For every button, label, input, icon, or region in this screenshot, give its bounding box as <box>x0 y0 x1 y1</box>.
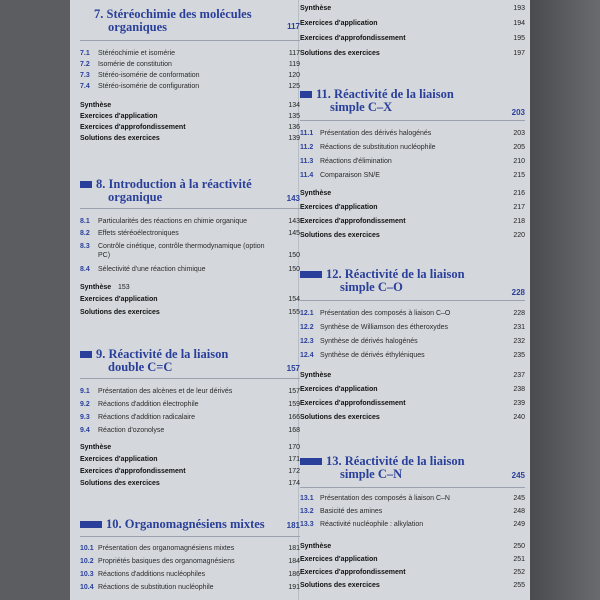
chapter-10-title: 10. Organomagnésiens mixtes <box>106 517 265 531</box>
extra-row: Exercices d'application 154 <box>80 296 300 303</box>
chapter-marker <box>300 458 322 465</box>
chapter-7-rule <box>80 40 300 41</box>
extra-row: Exercices d'application 135 <box>80 113 300 120</box>
extra-row: Exercices d'approfondissement 195 <box>300 35 525 42</box>
chapter-7-title-line-1: 7. Stéréochimie des molécules <box>94 7 252 21</box>
section-row: 12.1 Présentation des composés à liaison C–O 228 <box>300 310 525 317</box>
section-row: 12.4 Synthèse de dérivés éthyléniques 235 <box>300 352 525 359</box>
section-row: 12.2 Synthèse de Williamson des étheroxydes 231 <box>300 324 525 331</box>
extra-row: Solutions des exercices 220 <box>300 232 525 239</box>
chapter-8-page: 143 <box>286 194 300 203</box>
extra-row: Solutions des exercices 240 <box>300 414 525 421</box>
section-row: 8.4 Sélectivité d'une réaction chimique 150 <box>80 266 300 273</box>
section-row: 11.3 Réactions d'élimination 210 <box>300 158 525 165</box>
extra-row: Exercices d'approfondissement 239 <box>300 400 525 407</box>
chapter-12-rule <box>300 300 525 301</box>
chapter-10-rule <box>80 536 300 537</box>
extra-row: Exercices d'approfondissement 172 <box>80 468 300 475</box>
extra-row: Synthèse 134 <box>80 102 300 109</box>
extra-row: Exercices d'application 238 <box>300 386 525 393</box>
section-row: 10.3 Réactions d'additions nucléophiles 186 <box>80 571 300 578</box>
section-row: 9.4 Réaction d'ozonolyse 168 <box>80 427 300 434</box>
extra-row: Exercices d'approfondissement 136 <box>80 124 300 131</box>
chapter-8-rule <box>80 208 300 209</box>
section-row: 7.2 Isomérie de constitution 119 <box>80 61 300 68</box>
chapter-9-rule <box>80 378 300 379</box>
extra-row: Synthèse 153 <box>80 284 130 291</box>
section-row: 7.3 Stéréo-isomérie de conformation 120 <box>80 72 300 79</box>
section-row: 8.1 Particularités des réactions en chimie organique 143 <box>80 218 300 225</box>
section-row: 11.4 Comparaison SN/E 215 <box>300 172 525 179</box>
chapter-12-page: 228 <box>511 288 525 297</box>
extra-row: Exercices d'approfondissement 218 <box>300 218 525 225</box>
chapter-13-title-line-1: 13. Réactivité de la liaison <box>326 454 465 468</box>
extra-row: Exercices d'application 171 <box>80 456 300 463</box>
chapter-9-title-line-1: 9. Réactivité de la liaison <box>96 347 229 361</box>
chapter-13-title-line-2: simple C–N <box>340 467 403 481</box>
extra-row: Synthèse 193 <box>300 5 525 12</box>
section-row: 9.2 Réactions d'addition électrophile 159 <box>80 401 300 408</box>
chapter-7-title-line-2: organiques <box>108 20 168 34</box>
section-row: 11.2 Réactions de substitution nucléophile 205 <box>300 144 525 151</box>
section-row: 13.3 Réactivité nucléophile : alkylation 249 <box>300 521 525 528</box>
chapter-marker <box>300 91 312 98</box>
extra-row: Exercices d'application 217 <box>300 204 525 211</box>
extra-row: Solutions des exercices 197 <box>300 50 525 57</box>
section-row: 10.2 Propriétés basiques des organomagnésiens 184 <box>80 558 300 565</box>
extra-row: Synthèse 237 <box>300 372 525 379</box>
extra-row: Synthèse 250 <box>300 543 525 550</box>
chapter-12-title-line-1: 12. Réactivité de la liaison <box>326 267 465 281</box>
section-row: 11.1 Présentation des dérivés halogénés 203 <box>300 130 525 137</box>
chapter-11-page: 203 <box>511 108 525 117</box>
chapter-11-rule <box>300 120 525 121</box>
extra-row: Solutions des exercices 174 <box>80 480 300 487</box>
extra-row: Solutions des exercices 155 <box>80 309 300 316</box>
section-row: 7.1 Stéréochimie et isomérie 117 <box>80 50 300 57</box>
chapter-8-title-line-2: organique <box>108 190 163 204</box>
chapter-13-rule <box>300 487 525 488</box>
section-row: 10.4 Réactions de substitution nucléophile 191 <box>80 584 300 591</box>
section-row: 13.1 Présentation des composés à liaison C–N 245 <box>300 495 525 502</box>
chapter-11-title-line-1: 11. Réactivité de la liaison <box>316 87 454 101</box>
extra-row: Exercices d'application 194 <box>300 20 525 27</box>
section-row: 13.2 Basicité des amines 248 <box>300 508 525 515</box>
section-row: 9.3 Réactions d'addition radicalaire 166 <box>80 414 300 421</box>
section-row: 8.3 Contrôle cinétique, contrôle thermodynamique (option PC) 150 <box>80 243 300 259</box>
section-row: 7.4 Stéréo-isomérie de configuration 125 <box>80 83 300 90</box>
chapter-marker <box>80 521 102 528</box>
section-row: 12.3 Synthèse de dérivés halogénés 232 <box>300 338 525 345</box>
chapter-11-title-line-2: simple C–X <box>330 100 393 114</box>
chapter-10-page: 181 <box>286 521 300 530</box>
chapter-13-page: 245 <box>511 471 525 480</box>
chapter-7-page: 117 <box>287 22 300 31</box>
page-edge-shadow <box>530 0 600 600</box>
extra-row: Synthèse 170 <box>80 444 300 451</box>
section-row: 10.1 Présentation des organomagnésiens mixtes 181 <box>80 545 300 552</box>
toc-page <box>70 0 530 600</box>
extra-row: Solutions des exercices 139 <box>80 135 300 142</box>
chapter-marker <box>300 271 322 278</box>
chapter-12-title-line-2: simple C–O <box>340 280 403 294</box>
extra-row: Exercices d'application 251 <box>300 556 525 563</box>
section-row: 9.1 Présentation des alcènes et de leur dérivés 157 <box>80 388 300 395</box>
chapter-marker <box>80 181 92 188</box>
section-row: 8.2 Effets stéréoélectroniques 145 <box>80 230 300 237</box>
chapter-9-page: 157 <box>286 364 300 373</box>
chapter-8-title-line-1: 8. Introduction à la réactivité <box>96 177 252 191</box>
extra-row: Exercices d'approfondissement 252 <box>300 569 525 576</box>
extra-row: Synthèse 216 <box>300 190 525 197</box>
extra-row: Solutions des exercices 255 <box>300 582 525 589</box>
chapter-9-title-line-2: double C=C <box>108 360 173 374</box>
chapter-marker <box>80 351 92 358</box>
